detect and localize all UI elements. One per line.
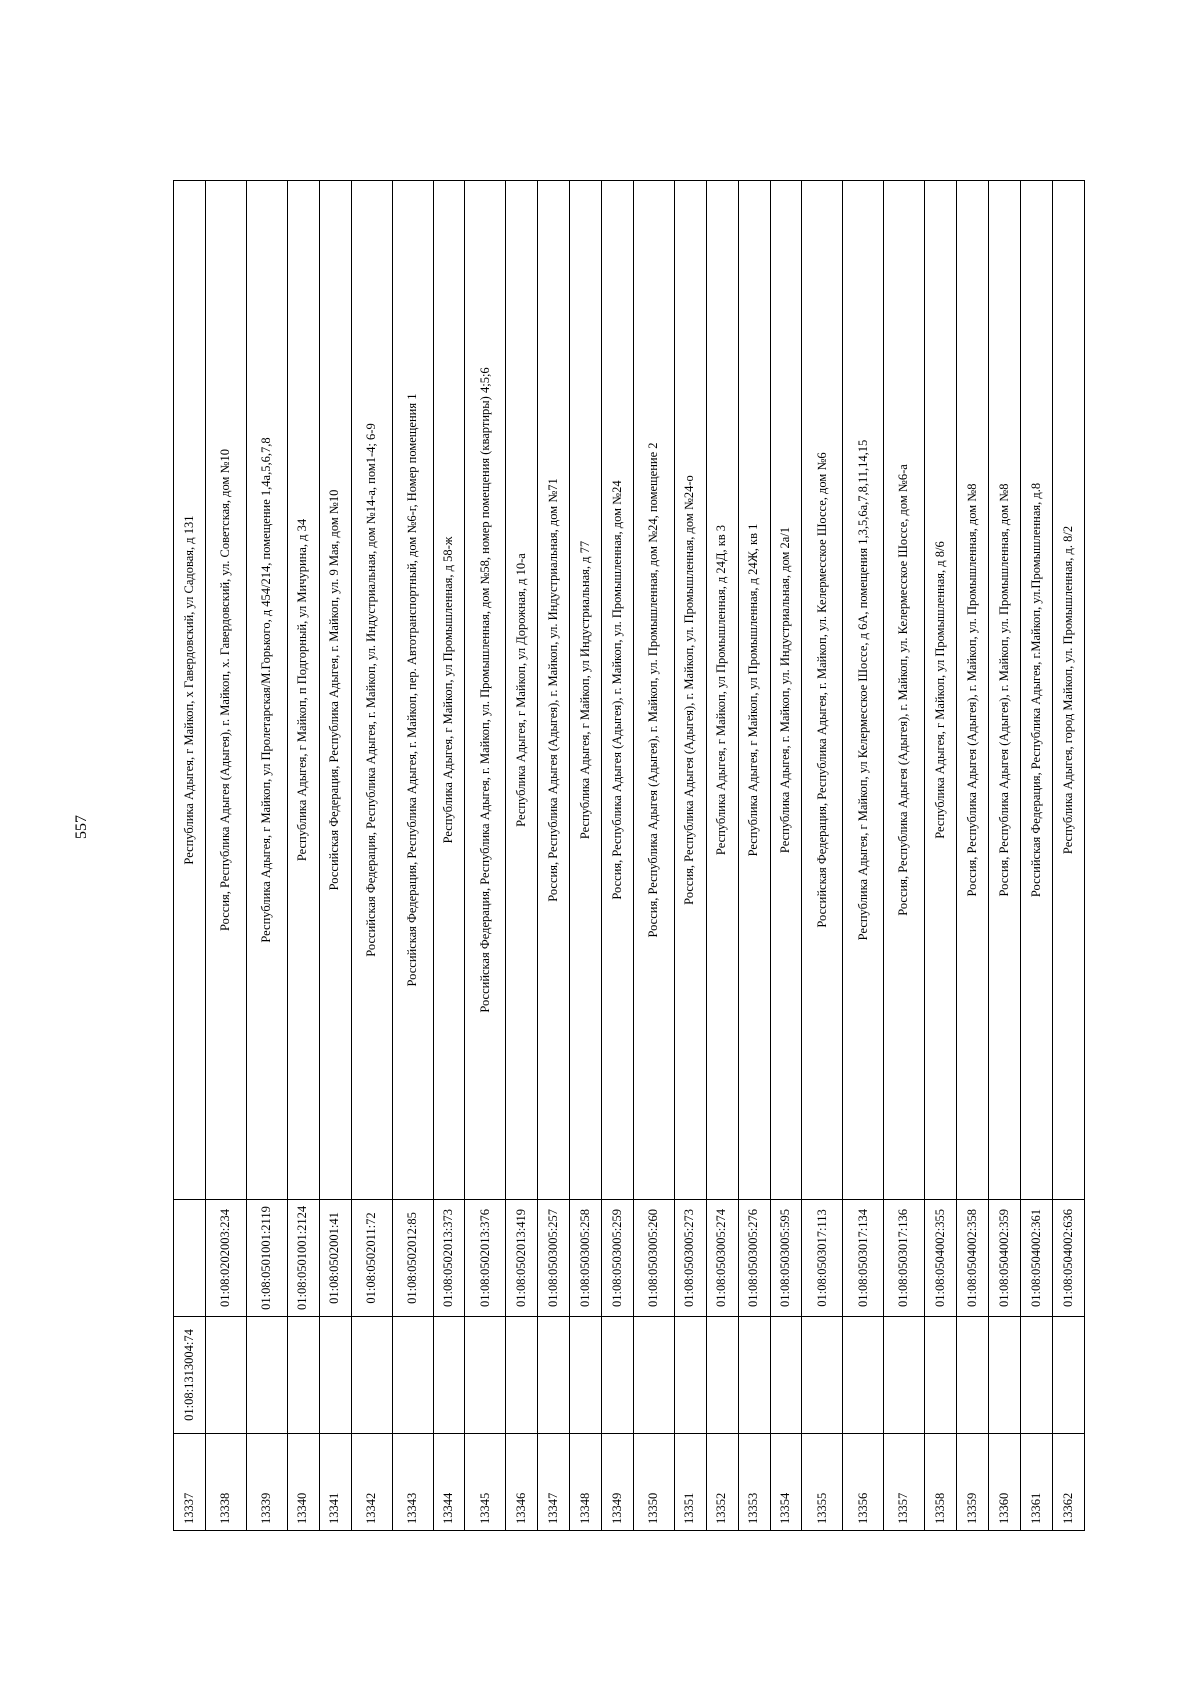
address: Республика Адыгея, г Майкоп, ул Дорожная, д 10-а: [506, 181, 538, 1200]
address: Россия, Республика Адыгея (Адыгея), г. Майкоп, ул. Промышленная, дом №8: [989, 181, 1021, 1200]
table-row: [925, 181, 957, 1531]
parent-cadastral-number: [706, 1317, 738, 1434]
row-number: 13360: [989, 1434, 1021, 1531]
address: Республика Адыгея, город Майкоп, ул. Промышленная, д. 8/2: [1052, 181, 1084, 1200]
row-number: 13338: [205, 1434, 246, 1531]
table-row: [205, 181, 246, 1531]
address: Республика Адыгея, г. Майкоп, ул. Индустриальная, дом 2а/1: [770, 181, 802, 1200]
row-number: 13357: [884, 1434, 925, 1531]
table-row: [287, 181, 319, 1531]
cadastral-number: 01:08:0503017:113: [802, 1200, 843, 1317]
row-number: 13352: [706, 1434, 738, 1531]
table-row: [433, 181, 465, 1531]
parent-cadastral-number: [843, 1317, 884, 1434]
address: Россия, Республика Адыгея (Адыгея), г. Майкоп, ул. Промышленная, дом №8: [957, 181, 989, 1200]
parent-cadastral-number: [319, 1317, 351, 1434]
row-number: 13349: [602, 1434, 634, 1531]
row-number: 13359: [957, 1434, 989, 1531]
cadastral-number: 01:08:0503005:258: [570, 1200, 602, 1317]
parent-cadastral-number: [506, 1317, 538, 1434]
table-row: [770, 181, 802, 1531]
row-number: 13353: [738, 1434, 770, 1531]
cadastral-number: 01:08:0503005:259: [602, 1200, 634, 1317]
row-number: 13337: [174, 1434, 206, 1531]
table-row: [319, 181, 351, 1531]
parent-cadastral-number: [957, 1317, 989, 1434]
address: Российская Федерация, Республика Адыгея, г. Майкоп, ул. Индустриальная, дом №14-а, пом1-4; 6-9: [351, 181, 392, 1200]
row-number: 13344: [433, 1434, 465, 1531]
cadastral-number: 01:08:0501001:2119: [246, 1200, 287, 1317]
row-number: 13358: [925, 1434, 957, 1531]
row-number: 13341: [319, 1434, 351, 1531]
cadastral-number: 01:08:0503005:276: [738, 1200, 770, 1317]
address: Республика Адыгея, г Майкоп, ул Индустриальная, д 77: [570, 181, 602, 1200]
row-number: 13356: [843, 1434, 884, 1531]
registry-table: [173, 180, 1085, 1531]
registry-table-container: [173, 181, 1085, 1531]
parent-cadastral-number: 01:08:1313004:74: [174, 1317, 206, 1434]
row-number: 13345: [465, 1434, 506, 1531]
address: Республика Адыгея, г Майкоп, ул Промышленная, д 58-ж: [433, 181, 465, 1200]
parent-cadastral-number: [738, 1317, 770, 1434]
table-row: [570, 181, 602, 1531]
address: Республика Адыгея, г Майкоп, ул Пролетарская/М.Горького, д 454/214, помещение 1,4а,5,6,7,8: [246, 181, 287, 1200]
parent-cadastral-number: [205, 1317, 246, 1434]
address: Россия, Республика Адыгея (Адыгея), г. Майкоп, ул. Келермесское Шоссе, дом №6-а: [884, 181, 925, 1200]
parent-cadastral-number: [1052, 1317, 1084, 1434]
table-row: [174, 181, 206, 1531]
cadastral-number: 01:08:0503005:273: [674, 1200, 706, 1317]
table-row: [506, 181, 538, 1531]
table-row: [538, 181, 570, 1531]
registry-table-body: [174, 181, 1085, 1531]
row-number: 13350: [633, 1434, 674, 1531]
address: Россия, Республика Адыгея (Адыгея), г. Майкоп, ул. Промышленная, дом №24-о: [674, 181, 706, 1200]
address: Россия, Республика Адыгея (Адыгея), г. Майкоп, ул. Индустриальная, дом №71: [538, 181, 570, 1200]
cadastral-number: 01:08:0504002:636: [1052, 1200, 1084, 1317]
row-number: 13347: [538, 1434, 570, 1531]
table-row: [957, 181, 989, 1531]
table-row: [989, 181, 1021, 1531]
registry-table-rotated: [173, 181, 1085, 1531]
cadastral-number: 01:08:0502013:376: [465, 1200, 506, 1317]
row-number: 13362: [1052, 1434, 1084, 1531]
parent-cadastral-number: [246, 1317, 287, 1434]
address: Республика Адыгея, г Майкоп, п Подгорный, ул Мичурина, д 34: [287, 181, 319, 1200]
address: Республика Адыгея, г Майкоп, ул Промышленная, д 24Д, кв 3: [706, 181, 738, 1200]
parent-cadastral-number: [770, 1317, 802, 1434]
parent-cadastral-number: [287, 1317, 319, 1434]
parent-cadastral-number: [351, 1317, 392, 1434]
cadastral-number: 01:08:0503005:274: [706, 1200, 738, 1317]
address: Российская Федерация, Республика Адыгея, г. Майкоп, ул. Келермесское Шоссе, дом №6: [802, 181, 843, 1200]
parent-cadastral-number: [465, 1317, 506, 1434]
address: Россия, Республика Адыгея (Адыгея), г. Майкоп, х. Гавердовский, ул. Советская, дом №10: [205, 181, 246, 1200]
cadastral-number: 01:08:0503017:134: [843, 1200, 884, 1317]
address: Россия, Республика Адыгея (Адыгея), г. Майкоп, ул. Промышленная, дом №24: [602, 181, 634, 1200]
parent-cadastral-number: [989, 1317, 1021, 1434]
cadastral-number: 01:08:0502013:419: [506, 1200, 538, 1317]
table-row: [246, 181, 287, 1531]
address: Российская Федерация, Республика Адыгея, г. Майкоп, ул. Промышленная, дом №58, номер помещения (квартиры) 4;5;6: [465, 181, 506, 1200]
parent-cadastral-number: [884, 1317, 925, 1434]
cadastral-number: 01:08:0202003:234: [205, 1200, 246, 1317]
cadastral-number: 01:08:0501001:2124: [287, 1200, 319, 1317]
table-row: [1020, 181, 1052, 1531]
table-row: [392, 181, 433, 1531]
address: Республика Адыгея, г Майкоп, х Гавердовский, ул Садовая, д 131: [174, 181, 206, 1200]
address: Россия, Республика Адыгея (Адыгея), г. Майкоп, ул. Промышленная, дом №24, помещение 2: [633, 181, 674, 1200]
table-row: [674, 181, 706, 1531]
parent-cadastral-number: [633, 1317, 674, 1434]
row-number: 13346: [506, 1434, 538, 1531]
cadastral-number: 01:08:0502012:85: [392, 1200, 433, 1317]
table-row: [1052, 181, 1084, 1531]
cadastral-number: 01:08:0503005:257: [538, 1200, 570, 1317]
parent-cadastral-number: [802, 1317, 843, 1434]
parent-cadastral-number: [674, 1317, 706, 1434]
cadastral-number: 01:08:0504002:361: [1020, 1200, 1052, 1317]
table-row: [351, 181, 392, 1531]
address: Российская Федерация, Республика Адыгея, г. Майкоп, пер. Автотранспортный, дом №6-г, Номер помещения 1: [392, 181, 433, 1200]
row-number: 13355: [802, 1434, 843, 1531]
cadastral-number: 01:08:0503005:595: [770, 1200, 802, 1317]
cadastral-number: 01:08:0502013:373: [433, 1200, 465, 1317]
address: Российская Федерация, Республика Адыгея, г. Майкоп, ул. 9 Мая, дом №10: [319, 181, 351, 1200]
page-number: 557: [73, 815, 90, 839]
parent-cadastral-number: [392, 1317, 433, 1434]
row-number: 13340: [287, 1434, 319, 1531]
table-row: [884, 181, 925, 1531]
address: Российская Федерация, Республика Адыгея, г.Майкоп, ул.Промышленная, д.8: [1020, 181, 1052, 1200]
table-row: [843, 181, 884, 1531]
row-number: 13342: [351, 1434, 392, 1531]
row-number: 13348: [570, 1434, 602, 1531]
table-row: [633, 181, 674, 1531]
parent-cadastral-number: [570, 1317, 602, 1434]
row-number: 13339: [246, 1434, 287, 1531]
parent-cadastral-number: [602, 1317, 634, 1434]
parent-cadastral-number: [925, 1317, 957, 1434]
cadastral-number: 01:08:0502011:72: [351, 1200, 392, 1317]
address: Республика Адыгея, г Майкоп, ул Келермесское Шоссе, д 6А, помещения 1,3,5,6а,7,8,11,14,15: [843, 181, 884, 1200]
row-number: 13361: [1020, 1434, 1052, 1531]
cadastral-number: 01:08:0503017:136: [884, 1200, 925, 1317]
table-row: [706, 181, 738, 1531]
table-row: [738, 181, 770, 1531]
cadastral-number: 01:08:0502001:41: [319, 1200, 351, 1317]
cadastral-number: 01:08:0504002:355: [925, 1200, 957, 1317]
row-number: 13354: [770, 1434, 802, 1531]
cadastral-number: 01:08:0503005:260: [633, 1200, 674, 1317]
parent-cadastral-number: [538, 1317, 570, 1434]
table-row: [465, 181, 506, 1531]
row-number: 13343: [392, 1434, 433, 1531]
parent-cadastral-number: [1020, 1317, 1052, 1434]
table-row: [602, 181, 634, 1531]
row-number: 13351: [674, 1434, 706, 1531]
cadastral-number: 01:08:0504002:358: [957, 1200, 989, 1317]
address: Республика Адыгея, г Майкоп, ул Промышленная, д 8/6: [925, 181, 957, 1200]
parent-cadastral-number: [433, 1317, 465, 1434]
table-row: [802, 181, 843, 1531]
address: Республика Адыгея, г Майкоп, ул Промышленная, д 24Ж, кв 1: [738, 181, 770, 1200]
cadastral-number: [174, 1200, 206, 1317]
cadastral-number: 01:08:0504002:359: [989, 1200, 1021, 1317]
